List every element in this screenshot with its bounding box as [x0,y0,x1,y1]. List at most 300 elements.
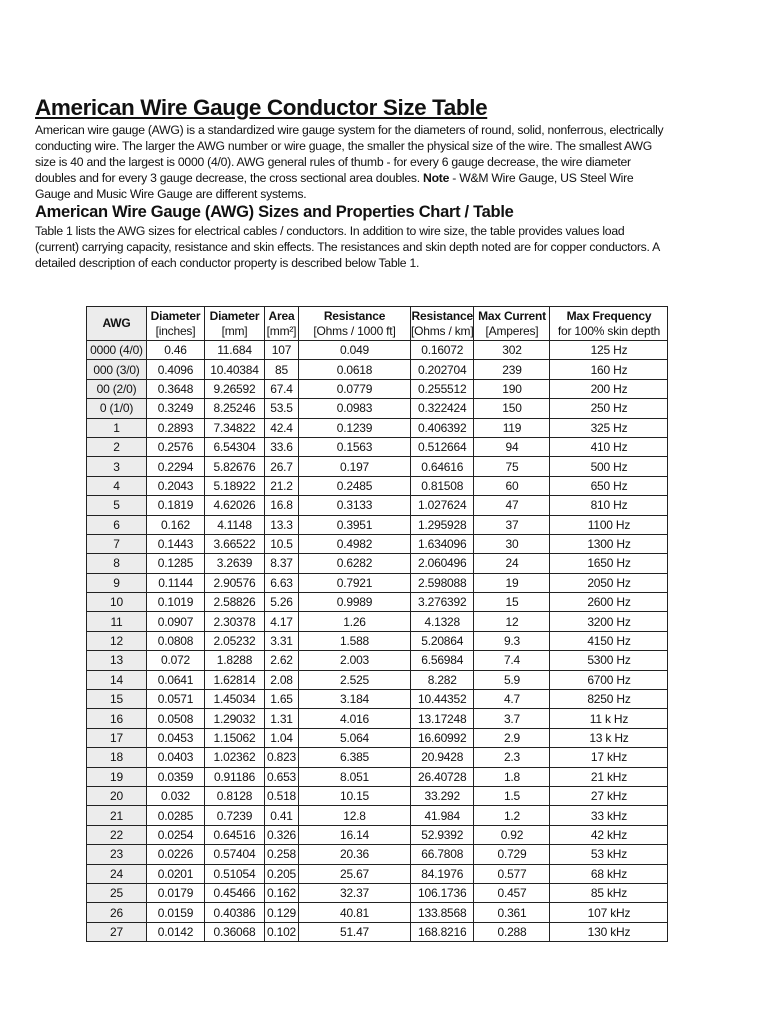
awg-cell: 27 [87,922,147,941]
table-cell: 0.2576 [147,437,205,456]
table-cell: 17 kHz [550,748,668,767]
table-cell: 1.65 [265,690,299,709]
awg-cell: 19 [87,767,147,786]
table-cell: 0.0983 [299,399,411,418]
table-header-row [87,307,668,341]
column-header-name: Max Current [478,308,546,323]
table-cell: 0.57404 [205,845,265,864]
table-cell: 1.04 [265,728,299,747]
intro-line: American wire gauge (AWG) is a standardized wire gauge system for the diameters of round, solid, nonferrous, electrically [35,123,664,137]
table-cell: 7.4 [474,651,550,670]
awg-cell: 21 [87,806,147,825]
table-cell: 68 kHz [550,864,668,883]
table-row [87,748,668,767]
table-cell: 3.184 [299,690,411,709]
column-header [550,307,668,341]
table-cell: 0.0453 [147,728,205,747]
table-cell: 1300 Hz [550,534,668,553]
table-cell: 13.17248 [411,709,474,728]
awg-cell: 15 [87,690,147,709]
awg-cell: 000 (3/0) [87,360,147,379]
table-row [87,806,668,825]
awg-cell: 10 [87,593,147,612]
table-cell: 2.58826 [205,593,265,612]
table-row [87,476,668,495]
table-cell: 1100 Hz [550,515,668,534]
awg-cell: 5 [87,496,147,515]
table-cell: 0.518 [265,786,299,805]
table-cell: 0.326 [265,825,299,844]
awg-cell: 13 [87,651,147,670]
table-row [87,883,668,902]
intro-line: Gauge and Music Wire Gauge are different systems. [35,187,307,201]
table-row [87,825,668,844]
table-cell: 1.62814 [205,670,265,689]
table-cell: 0.4982 [299,534,411,553]
table-row [87,573,668,592]
table-cell: 24 [474,554,550,573]
table-cell: 133.8568 [411,903,474,922]
table-cell: 0.129 [265,903,299,922]
table-cell: 2.08 [265,670,299,689]
table-cell: 1.8 [474,767,550,786]
table-row [87,341,668,360]
table-cell: 30 [474,534,550,553]
table-cell: 26.40728 [411,767,474,786]
table-row [87,922,668,941]
table-cell: 11.684 [205,341,265,360]
table-row [87,457,668,476]
table-cell: 5.82676 [205,457,265,476]
table-row [87,903,668,922]
table-cell: 0.0254 [147,825,205,844]
table-cell: 2.003 [299,651,411,670]
awg-cell: 6 [87,515,147,534]
table-cell: 0.322424 [411,399,474,418]
table-cell: 10.44352 [411,690,474,709]
awg-cell: 25 [87,883,147,902]
table-row [87,786,668,805]
column-header-unit: [Amperes] [485,323,539,338]
table-cell: 0.41 [265,806,299,825]
table-cell: 0.823 [265,748,299,767]
table-cell: 0.205 [265,864,299,883]
awg-cell: 22 [87,825,147,844]
table-cell: 0.1239 [299,418,411,437]
table-cell: 2.598088 [411,573,474,592]
column-header-unit: for 100% skin depth [557,323,661,338]
table-cell: 33.6 [265,437,299,456]
table-row [87,399,668,418]
table-body [87,341,668,942]
table-cell: 11 k Hz [550,709,668,728]
table-cell: 410 Hz [550,437,668,456]
table-cell: 1.2 [474,806,550,825]
table-cell: 6.56984 [411,651,474,670]
table-cell: 0.9989 [299,593,411,612]
table-cell: 0.4096 [147,360,205,379]
table-cell: 12.8 [299,806,411,825]
table-cell: 21 kHz [550,767,668,786]
column-header-name: AWG [102,316,131,330]
table-cell: 160 Hz [550,360,668,379]
table-cell: 16.60992 [411,728,474,747]
table-cell: 0.51054 [205,864,265,883]
table-cell: 40.81 [299,903,411,922]
section-heading: American Wire Gauge (AWG) Sizes and Properties Chart / Table [35,203,514,221]
table-cell: 107 [265,341,299,360]
table-cell: 2600 Hz [550,593,668,612]
table-row [87,767,668,786]
table-cell: 0.2485 [299,476,411,495]
awg-cell: 24 [87,864,147,883]
table-cell: 51.47 [299,922,411,941]
table-cell: 190 [474,379,550,398]
table-cell: 130 kHz [550,922,668,941]
table-cell: 3200 Hz [550,612,668,631]
table-cell: 0.3951 [299,515,411,534]
awg-cell: 18 [87,748,147,767]
table-cell: 3.2639 [205,554,265,573]
table-cell: 302 [474,341,550,360]
table-cell: 107 kHz [550,903,668,922]
awg-cell: 26 [87,903,147,922]
table-cell: 0.36068 [205,922,265,941]
table-cell: 4.7 [474,690,550,709]
table-cell: 0.0201 [147,864,205,883]
table-cell: 0.0641 [147,670,205,689]
table-cell: 5.18922 [205,476,265,495]
table-cell: 239 [474,360,550,379]
awg-cell: 23 [87,845,147,864]
table-cell: 810 Hz [550,496,668,515]
table-cell: 2.9 [474,728,550,747]
table-cell: 650 Hz [550,476,668,495]
awg-cell: 9 [87,573,147,592]
table-cell: 0.2043 [147,476,205,495]
table-cell: 0.0808 [147,631,205,650]
table-cell: 37 [474,515,550,534]
section-paragraph [35,223,660,271]
table-cell: 85 kHz [550,883,668,902]
section-line: (current) carrying capacity, resistance and skin effects. The resistances and skin depth noted are for copper conductors. A [35,240,661,254]
column-header-name: Diameter [209,308,260,323]
intro-line: size is 40 and the largest is 0000 (4/0). AWG general rules of thumb - for every 6 gauge decrease, the wire diameter [35,155,631,169]
table-cell: 0.3249 [147,399,205,418]
table-cell: 6.63 [265,573,299,592]
table-cell: 0.92 [474,825,550,844]
table-cell: 5300 Hz [550,651,668,670]
awg-cell: 20 [87,786,147,805]
table-cell: 20.9428 [411,748,474,767]
table-cell: 60 [474,476,550,495]
table-cell: 0.0142 [147,922,205,941]
table-cell: 2.62 [265,651,299,670]
table-cell: 3.31 [265,631,299,650]
table-row [87,670,668,689]
intro-text: - W&M Wire Gauge, US Steel Wire [449,171,634,185]
table-cell: 10.5 [265,534,299,553]
table-cell: 0.049 [299,341,411,360]
table-cell: 0.7239 [205,806,265,825]
table-cell: 0.0285 [147,806,205,825]
table-row [87,690,668,709]
column-header [265,307,299,341]
table-cell: 84.1976 [411,864,474,883]
table-row [87,593,668,612]
table-cell: 4.62026 [205,496,265,515]
table-cell: 200 Hz [550,379,668,398]
table-cell: 16.8 [265,496,299,515]
table-row [87,534,668,553]
table-cell: 20.36 [299,845,411,864]
table-cell: 9.3 [474,631,550,650]
table-cell: 168.8216 [411,922,474,941]
table-cell: 6700 Hz [550,670,668,689]
table-cell: 2.525 [299,670,411,689]
table-cell: 1.02362 [205,748,265,767]
column-header-unit: [inches] [155,323,196,338]
table-cell: 8.25246 [205,399,265,418]
table-cell: 5.20864 [411,631,474,650]
table-cell: 1.26 [299,612,411,631]
table-cell: 0.0159 [147,903,205,922]
table-cell: 10.40384 [205,360,265,379]
table-cell: 1.5 [474,786,550,805]
table-cell: 0.202704 [411,360,474,379]
table-cell: 3.7 [474,709,550,728]
table-cell: 9.26592 [205,379,265,398]
table-cell: 0.406392 [411,418,474,437]
table-cell: 1.29032 [205,709,265,728]
table-cell: 32.37 [299,883,411,902]
table-cell: 6.385 [299,748,411,767]
table-cell: 0.1819 [147,496,205,515]
table-cell: 0.3648 [147,379,205,398]
table-cell: 0.1285 [147,554,205,573]
table-cell: 26.7 [265,457,299,476]
table-cell: 52.9392 [411,825,474,844]
table-cell: 0.0779 [299,379,411,398]
table-cell: 67.4 [265,379,299,398]
table-cell: 0.162 [147,515,205,534]
table-cell: 8.37 [265,554,299,573]
table-cell: 1.45034 [205,690,265,709]
table-cell: 21.2 [265,476,299,495]
table-cell: 0.288 [474,922,550,941]
intro-line [35,170,663,186]
table-row [87,864,668,883]
table-cell: 0.0571 [147,690,205,709]
table-cell: 19 [474,573,550,592]
column-header [299,307,411,341]
section-line: Table 1 lists the AWG sizes for electrical cables / conductors. In addition to wire size, the table provides values load [35,224,625,238]
note-label: Note [423,171,450,185]
column-header [87,307,147,341]
table-cell: 3.66522 [205,534,265,553]
table-cell: 94 [474,437,550,456]
intro-paragraph [35,122,663,202]
table-cell: 66.7808 [411,845,474,864]
table-cell: 8.051 [299,767,411,786]
table-row [87,360,668,379]
awg-cell: 16 [87,709,147,728]
table-cell: 0.1144 [147,573,205,592]
table-cell: 325 Hz [550,418,668,437]
table-cell: 0.0179 [147,883,205,902]
table-row [87,496,668,515]
table-cell: 6.54304 [205,437,265,456]
table-cell: 0.0359 [147,767,205,786]
table-cell: 1.15062 [205,728,265,747]
table-row [87,709,668,728]
table-cell: 4.17 [265,612,299,631]
table-cell: 5.064 [299,728,411,747]
table-row [87,612,668,631]
column-header-name: Diameter [150,308,201,323]
table-cell: 15 [474,593,550,612]
table-cell: 53.5 [265,399,299,418]
table-cell: 0.0618 [299,360,411,379]
table-cell: 5.9 [474,670,550,689]
awg-cell: 14 [87,670,147,689]
table-cell: 0.64616 [411,457,474,476]
table-cell: 2.060496 [411,554,474,573]
table-cell: 33.292 [411,786,474,805]
table-cell: 1.31 [265,709,299,728]
table-cell: 0.2893 [147,418,205,437]
table-cell: 0.64516 [205,825,265,844]
table-row [87,437,668,456]
column-header-name: Resistance [323,308,386,323]
awg-cell: 0 (1/0) [87,399,147,418]
table-row [87,379,668,398]
table-cell: 0.8128 [205,786,265,805]
table-cell: 0.258 [265,845,299,864]
table-cell: 0.162 [265,883,299,902]
table-cell: 0.577 [474,864,550,883]
table-cell: 0.45466 [205,883,265,902]
table-cell: 2.05232 [205,631,265,650]
table-cell: 25.67 [299,864,411,883]
column-header-unit: [mm] [221,323,248,338]
table-cell: 1.588 [299,631,411,650]
table-cell: 119 [474,418,550,437]
awg-cell: 3 [87,457,147,476]
table-cell: 0.729 [474,845,550,864]
table-cell: 0.3133 [299,496,411,515]
column-header [411,307,474,341]
table-cell: 42.4 [265,418,299,437]
table-cell: 33 kHz [550,806,668,825]
table-cell: 0.653 [265,767,299,786]
table-cell: 106.1736 [411,883,474,902]
table-cell: 42 kHz [550,825,668,844]
page-title: American Wire Gauge Conductor Size Table [35,95,488,120]
table-row [87,651,668,670]
table-cell: 1650 Hz [550,554,668,573]
awg-cell: 4 [87,476,147,495]
table-cell: 75 [474,457,550,476]
table-cell: 0.255512 [411,379,474,398]
table-cell: 0.40386 [205,903,265,922]
table-cell: 12 [474,612,550,631]
table-cell: 0.197 [299,457,411,476]
table-cell: 0.1443 [147,534,205,553]
column-header-unit: [Ohms / 1000 ft] [313,323,396,338]
table-cell: 5.26 [265,593,299,612]
awg-cell: 11 [87,612,147,631]
table-cell: 41.984 [411,806,474,825]
table-cell: 2050 Hz [550,573,668,592]
table-cell: 0.1019 [147,593,205,612]
table-cell: 53 kHz [550,845,668,864]
column-header-unit: [Ohms / km] [411,323,474,338]
table-cell: 0.46 [147,341,205,360]
table-cell: 4.1148 [205,515,265,534]
column-header-name: Area [268,308,295,323]
table-cell: 0.0226 [147,845,205,864]
table-cell: 125 Hz [550,341,668,360]
table-cell: 1.634096 [411,534,474,553]
table-cell: 27 kHz [550,786,668,805]
table-cell: 0.361 [474,903,550,922]
awg-cell: 7 [87,534,147,553]
table-cell: 10.15 [299,786,411,805]
table-cell: 2.30378 [205,612,265,631]
awg-cell: 2 [87,437,147,456]
table-cell: 1.8288 [205,651,265,670]
awg-table [86,306,668,942]
table-cell: 1.027624 [411,496,474,515]
table-cell: 500 Hz [550,457,668,476]
table-cell: 1.295928 [411,515,474,534]
table-cell: 0.0508 [147,709,205,728]
table-cell: 8250 Hz [550,690,668,709]
intro-line: conducting wire. The larger the AWG number or wire guage, the smaller the physical size of the wire. The smallest AWG [35,139,652,153]
table-cell: 0.16072 [411,341,474,360]
table-row [87,631,668,650]
awg-cell: 17 [87,728,147,747]
table-cell: 250 Hz [550,399,668,418]
table-cell: 3.276392 [411,593,474,612]
table-cell: 0.0403 [147,748,205,767]
table-cell: 4.1328 [411,612,474,631]
table-cell: 0.457 [474,883,550,902]
table-cell: 2.90576 [205,573,265,592]
table-row [87,845,668,864]
awg-cell: 12 [87,631,147,650]
awg-cell: 1 [87,418,147,437]
table-row [87,554,668,573]
table-cell: 13.3 [265,515,299,534]
column-header [474,307,550,341]
column-header [147,307,205,341]
table-cell: 0.1563 [299,437,411,456]
awg-cell: 0000 (4/0) [87,341,147,360]
table-cell: 150 [474,399,550,418]
column-header-name: Resistance [411,308,473,323]
table-cell: 13 k Hz [550,728,668,747]
column-header-name: Max Frequency [566,308,652,323]
table-cell: 4150 Hz [550,631,668,650]
section-line: detailed description of each conductor property is described below Table 1. [35,256,420,270]
table-row [87,728,668,747]
table-cell: 0.2294 [147,457,205,476]
table-cell: 0.0907 [147,612,205,631]
table-cell: 0.102 [265,922,299,941]
table-cell: 47 [474,496,550,515]
